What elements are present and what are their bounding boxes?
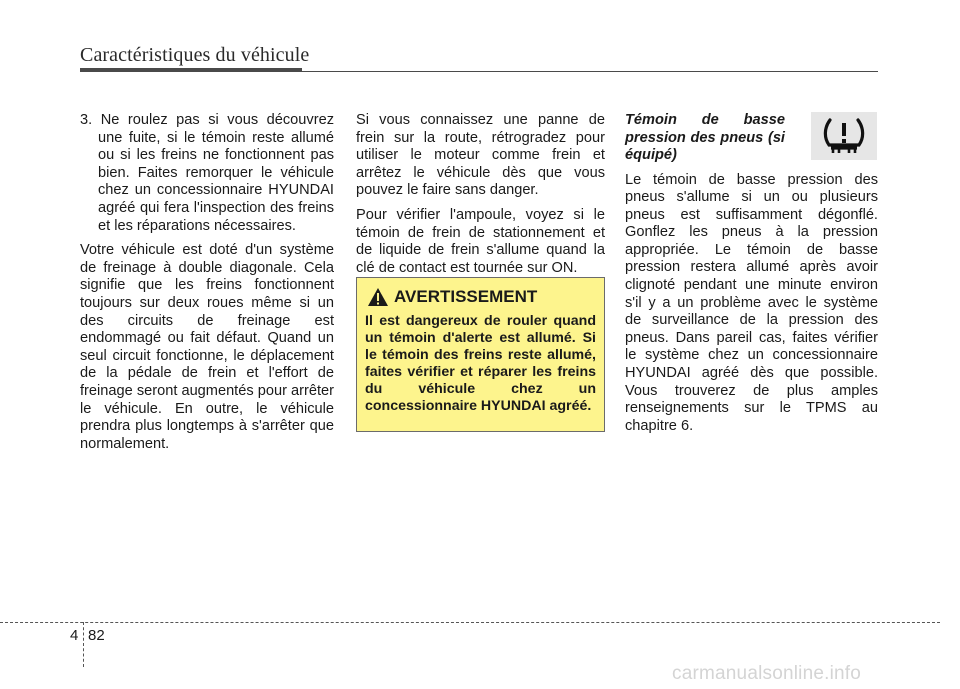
warning-header (367, 284, 596, 310)
warning-text: Il est dangereux de rouler quand un témoin d'alerte est allumé. Si le témoin des freins reste allumé, faites vérifier et réparer les freins du véhicule chez un concessionnaire HYUNDAI agréé. (365, 313, 596, 414)
warning-triangle-icon (367, 287, 389, 307)
warning-title: AVERTISSEMENT (394, 287, 538, 306)
tpms-paragraph: Le témoin de basse pression des pneus s'allume si un ou plusieurs pneus est suffisamment dégonflé. Gonflez les pneus à la pression appropriée. Le témoin de basse pression restera allumé après avoir clignoté pendant une minute environ s'il y a un problème avec le système de surveillance de la pression des pneus. Dans pareil cas, faites vérifier le système chez un concessionnaire HYUNDAI agréé dès que possible. Vous trouverez de plus amples renseignements sur le TPMS au chapitre 6. (625, 171, 878, 434)
footer-rule (0, 622, 940, 623)
column-1 (80, 112, 334, 460)
column-3 (625, 112, 878, 442)
chapter-number: 4 (70, 627, 79, 644)
brake-failure-paragraph: Si vous connaissez une panne de frein sur la route, rétrogradez pour utiliser le moteur comme frein et arrêtez le véhicule dès que vous pouvez le faire sans danger. (356, 112, 605, 199)
warning-box (356, 277, 605, 432)
tpms-indicator-panel (811, 112, 877, 160)
page-header-title: Caractéristiques du véhicule (80, 44, 310, 66)
tpms-section-title: Témoin de basse pression des pneus (si équipé) (625, 112, 785, 163)
footer-divider (83, 622, 84, 667)
header-rule (80, 71, 878, 72)
list-item-3: 3. Ne roulez pas si vous découvrez une fuite, si le témoin reste allumé ou si les freins ne fonctionnent pas bien. Faites remorquer le véhicule chez un concessionnaire HYUNDAI agréé qui fera l'inspection des freins et les réparations nécessaires. (80, 112, 334, 234)
tire-pressure-warning-icon (811, 112, 877, 160)
bulb-check-paragraph: Pour vérifier l'ampoule, voyez si le témoin de frein de stationnement et de liquide de frein s'allume quand la clé de contact est tournée sur ON. (356, 206, 605, 276)
dual-brake-paragraph: Votre véhicule est doté d'un système de freinage à double diagonale. Cela signifie que les freins fonctionnent toujours sur deux roues même si un des circuits de freinage est endommagé ou fait défaut. Quand un seul circuit fonctionne, le déplacement de la pédale de frein et l'effort de freinage seront augmentés pour arrêter le véhicule. En outre, le véhicule prendra plus longtemps à s'arrêter que normalement. (80, 242, 334, 452)
column-2 (356, 112, 605, 284)
watermark: carmanualsonline.info (672, 663, 862, 684)
page-number: 82 (88, 627, 105, 644)
